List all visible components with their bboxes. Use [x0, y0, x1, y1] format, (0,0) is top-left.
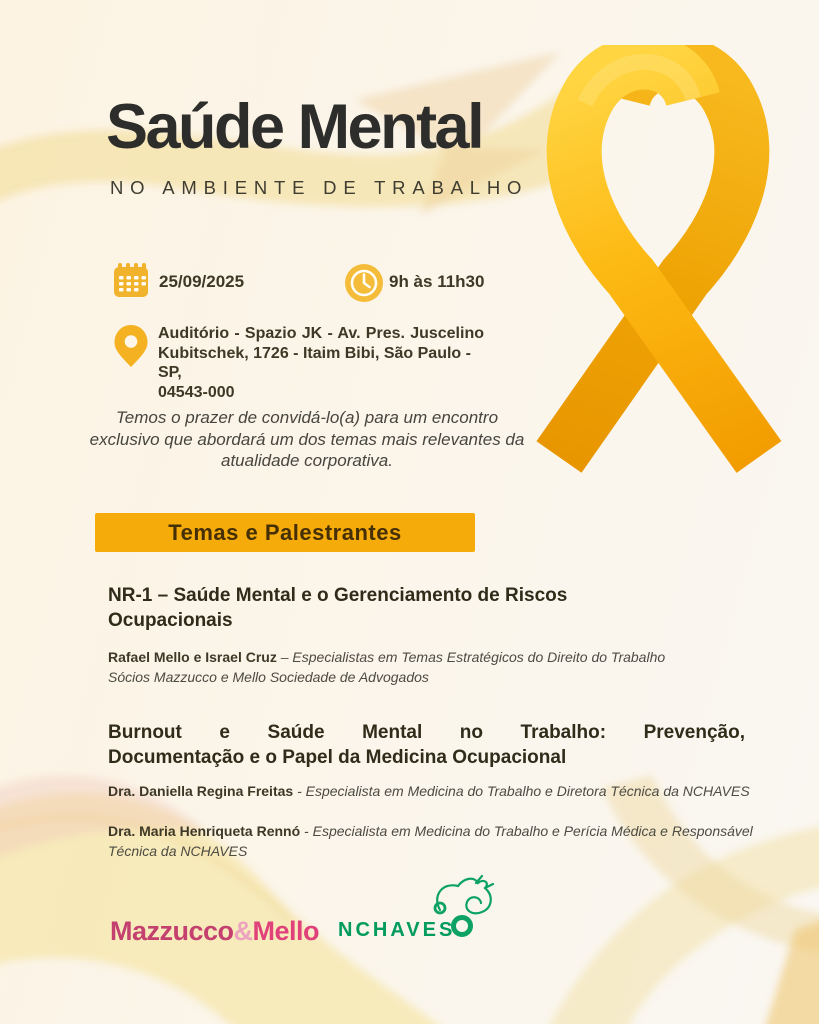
event-address	[158, 324, 484, 402]
topic-title-line: NR-1 – Saúde Mental e o Gerenciamento de Riscos	[108, 585, 568, 606]
address-line: Auditório - Spazio JK - Av. Pres. Juscelino	[158, 325, 484, 342]
location-pin-icon	[113, 324, 149, 368]
event-date: 25/09/2025	[159, 272, 245, 291]
address-line: Kubitschek, 1726 - Itaim Bibi, São Paulo - SP,	[158, 344, 471, 381]
speaker-separator: -	[304, 823, 309, 839]
invitation-text: Temos o prazer de convidá-lo(a) para um encontro exclusivo que abordará um dos temas mais relevantes da atualidade corporativa.	[89, 408, 525, 470]
speaker-description: Especialista em Medicina do Trabalho e Diretora Técnica da NCHAVES	[305, 783, 750, 799]
topic-title-line: Burnout e Saúde Mental no Trabalho: Prevenção,	[108, 722, 745, 743]
speaker-name: Rafael Mello e Israel Cruz	[108, 649, 277, 665]
speaker-description: Sócios Mazzucco e Mello Sociedade de Advogados	[108, 668, 429, 685]
calendar-icon	[112, 262, 150, 300]
section-banner	[95, 513, 475, 552]
topic-title-line: Documentação e o Papel da Medicina Ocupacional	[108, 747, 567, 768]
topic-title-line: Ocupacionais	[108, 610, 233, 631]
mazzucco-mello-logo-ampersand: &	[233, 916, 253, 946]
mazzucco-mello-logo	[110, 916, 319, 947]
page-subtitle: NO AMBIENTE DE TRABALHO	[110, 177, 529, 198]
address-line: 04543-000	[158, 383, 235, 401]
speaker-entry	[108, 648, 688, 687]
speaker-separator: –	[280, 649, 289, 665]
speaker-description: Técnica da NCHAVES	[108, 842, 248, 859]
event-time: 9h às 11h30	[389, 272, 485, 291]
nchaves-logo: NCHAVES	[338, 919, 456, 941]
speaker-description: Especialistas em Temas Estratégicos do Direito do Trabalho	[292, 649, 666, 665]
speaker-name: Dra. Maria Henriqueta Rennó	[108, 823, 301, 839]
topic-title	[108, 583, 648, 633]
speaker-entry	[108, 782, 808, 802]
topic-title	[108, 720, 745, 770]
page-title: Saúde Mental	[106, 92, 483, 162]
mazzucco-mello-logo-part2: Mello	[252, 916, 320, 946]
speaker-name: Dra. Daniella Regina Freitas	[108, 783, 294, 799]
speaker-description: Especialista em Medicina do Trabalho e Perícia Médica e Responsável	[312, 823, 753, 839]
section-banner-label: Temas e Palestrantes	[168, 519, 402, 545]
clock-icon	[344, 263, 384, 303]
mazzucco-mello-logo-part1: Mazzucco	[110, 916, 234, 946]
speaker-separator: -	[297, 783, 302, 799]
speaker-entry	[108, 822, 798, 861]
awareness-ribbon	[515, 45, 800, 490]
